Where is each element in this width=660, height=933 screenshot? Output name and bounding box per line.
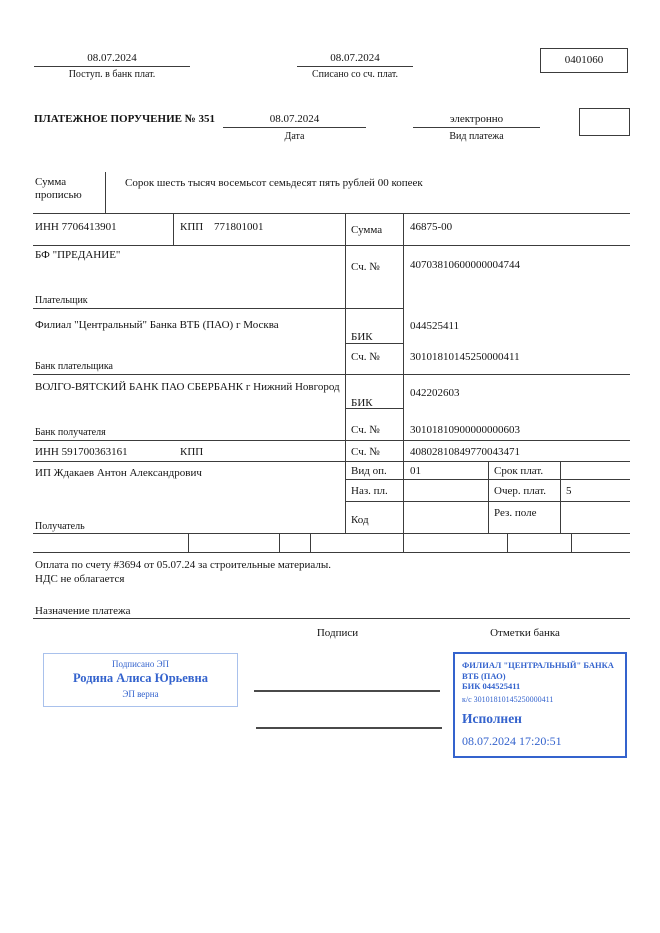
signature-stamp [43, 653, 238, 707]
payment-kind-line [413, 127, 540, 128]
bank-marks-label: Отметки банка [490, 627, 560, 639]
payer-bank-account: 30101810145250000411 [410, 351, 520, 363]
grid-line [173, 213, 174, 245]
debited-date-line [297, 66, 413, 67]
amount-words-divider [105, 172, 106, 213]
payment-kind-label: Вид платежа [449, 131, 504, 142]
payee-bank-account: 30101810900000000603 [410, 424, 520, 436]
grid-line [310, 533, 311, 552]
signature-line-1 [254, 690, 440, 692]
signed-label: Подписано ЭП [111, 659, 170, 669]
payer-kpp-label: КПП [180, 221, 204, 233]
grid-line [33, 533, 630, 534]
grid-line [33, 461, 630, 462]
signature-line-2 [256, 727, 442, 729]
purpose-line1: Оплата по счету #3694 от 05.07.24 за строительные материалы. [35, 559, 331, 571]
received-date: 08.07.2024 [87, 52, 137, 64]
purpose-line2: НДС не облагается [35, 573, 125, 585]
debited-date-label: Списано со сч. плат. [311, 69, 399, 80]
document-title: ПЛАТЕЖНОЕ ПОРУЧЕНИЕ № 351 [34, 113, 216, 125]
grid-line [279, 533, 280, 552]
payer-bank-name: Филиал "Центральный" Банка ВТБ (ПАО) г Москва [35, 319, 279, 331]
payee-bank-bik-label: БИК [351, 397, 373, 409]
payer-account: 40703810600000004744 [410, 259, 520, 271]
form-code: 0401060 [564, 54, 604, 66]
grid-line [33, 374, 630, 375]
bank-stamp [453, 652, 627, 758]
purpose-underline [33, 618, 630, 619]
payment-kind-value: электронно [449, 113, 504, 125]
payer-bank-bik-label: БИК [351, 331, 373, 343]
payee-bank-bik: 042202603 [410, 387, 460, 399]
op-kind-label: Вид оп. [351, 465, 387, 477]
amount-in-words: Сорок шесть тысяч восемьсот семьдесят пять рублей 00 копеек [125, 177, 423, 189]
grid-line [33, 308, 403, 309]
payee-bank-account-label: Сч. № [351, 424, 380, 436]
payer-bank-bik: 044525411 [410, 320, 460, 332]
payer-name: БФ "ПРЕДАНИЕ" [35, 249, 121, 261]
grid-line [33, 213, 630, 214]
signature-valid-label: ЭП верна [122, 689, 159, 699]
payer-section-label: Плательщик [35, 295, 88, 306]
document-date-label: Дата [284, 131, 305, 142]
bank-stamp-name-line2: ВТБ (ПАО) [462, 670, 506, 681]
payer-kpp-value: 771801001 [214, 221, 264, 233]
bank-stamp-datetime: 08.07.2024 17:20:51 [462, 733, 562, 748]
grid-line [33, 552, 630, 553]
op-kind-value: 01 [410, 465, 421, 477]
document-date: 08.07.2024 [269, 113, 320, 125]
payee-account-label: Сч. № [351, 446, 380, 458]
order-value: 5 [566, 485, 572, 497]
payee-bank-section-label: Банк получателя [35, 427, 106, 438]
payee-kpp-label: КПП [180, 446, 204, 458]
payer-inn: ИНН 7706413901 [35, 221, 117, 233]
signatures-label: Подписи [316, 627, 359, 639]
purpose-code-label: Наз. пл. [351, 485, 388, 497]
bank-stamp-corr-account: к/с 30101810145250000411 [462, 694, 554, 704]
grid-line [33, 245, 630, 246]
payee-account: 40802810849770043471 [410, 446, 520, 458]
grid-line [560, 461, 561, 533]
pay-term-label: Срок плат. [494, 465, 544, 477]
signer-name: Родина Алиса Юрьевна [72, 671, 209, 685]
document-date-line [223, 127, 366, 128]
grid-line [33, 440, 630, 441]
grid-line [507, 533, 508, 552]
bank-stamp-status: Исполнен [462, 710, 522, 726]
payee-inn: ИНН 591700363161 [35, 446, 128, 458]
code-label: Код [351, 514, 369, 526]
order-label: Очер. плат. [494, 485, 547, 497]
payment-kind-box [579, 108, 630, 136]
grid-line [571, 533, 572, 552]
payee-name: ИП Ждакаев Антон Александрович [35, 467, 202, 479]
reserve-label: Рез. поле [494, 507, 537, 519]
grid-line [188, 533, 189, 552]
received-date-line [34, 66, 190, 67]
grid-line [345, 213, 346, 533]
received-date-label: Поступ. в банк плат. [68, 69, 156, 80]
sum-label: Сумма [351, 224, 383, 236]
grid-line [403, 213, 404, 533]
payer-bank-account-label: Сч. № [351, 351, 380, 363]
bank-stamp-bik: БИК 044525411 [462, 681, 521, 692]
bank-stamp-name-line1: ФИЛИАЛ "ЦЕНТРАЛЬНЫЙ" БАНКА [462, 660, 614, 670]
debited-date: 08.07.2024 [330, 52, 380, 64]
payer-account-label: Сч. № [351, 261, 380, 273]
payer-bank-section-label: Банк плательщика [35, 361, 113, 372]
grid-line [488, 461, 489, 533]
payee-section-label: Получатель [35, 521, 85, 532]
purpose-section-label: Назначение платежа [35, 605, 131, 617]
payee-bank-name: ВОЛГО-ВЯТСКИЙ БАНК ПАО СБЕРБАНК г Нижний Новгород [35, 381, 340, 393]
amount-words-label: Сумма прописью [35, 176, 82, 201]
form-code-box [540, 48, 628, 73]
sum-value: 46875-00 [410, 221, 453, 233]
grid-line [403, 533, 404, 552]
